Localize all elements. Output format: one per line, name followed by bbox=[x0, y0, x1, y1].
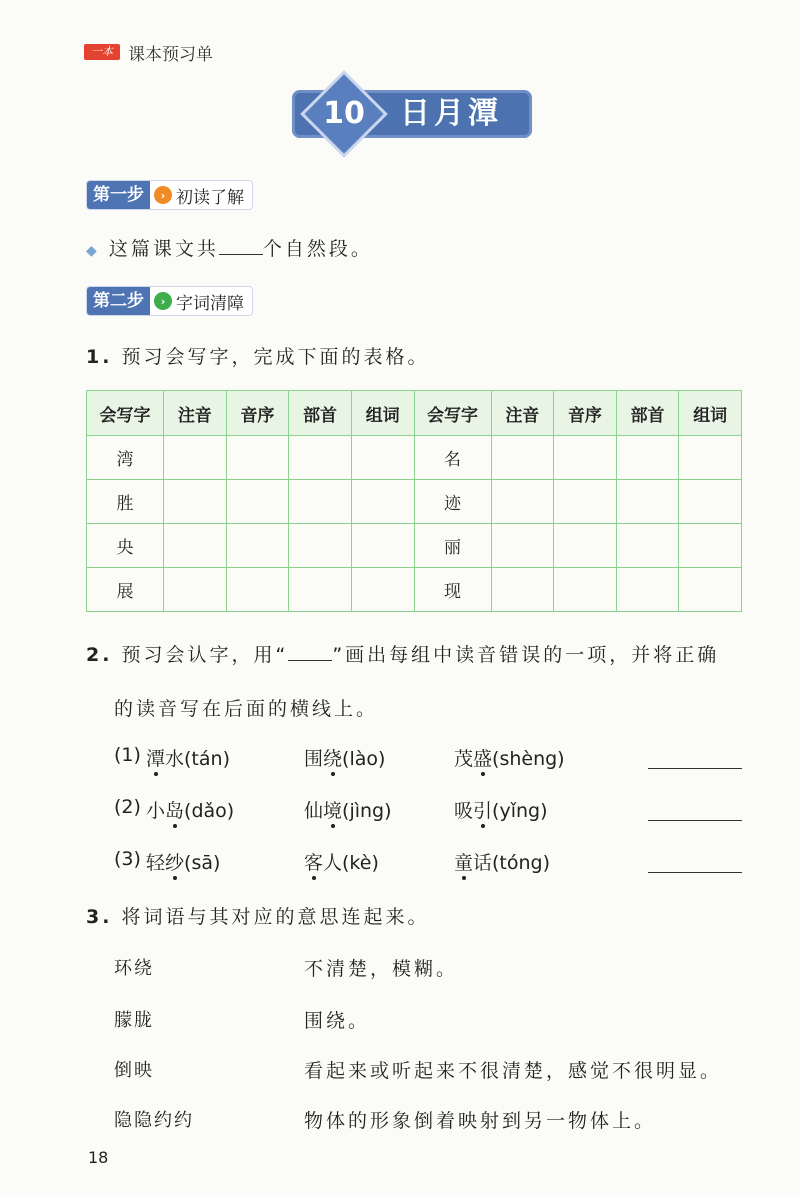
table-header: 音序 bbox=[226, 391, 289, 436]
table-cell-empty[interactable] bbox=[164, 568, 227, 612]
lesson-number: 10 bbox=[323, 96, 365, 131]
table-cell-empty[interactable] bbox=[226, 436, 289, 480]
question-text-after: 个自然段。 bbox=[262, 238, 373, 260]
item-text: 茂 bbox=[454, 748, 474, 770]
step-1-tag bbox=[86, 180, 253, 210]
table-cell-empty[interactable] bbox=[554, 524, 617, 568]
table-cell-empty[interactable] bbox=[289, 524, 352, 568]
table-cell-empty[interactable] bbox=[226, 568, 289, 612]
table-cell-empty[interactable] bbox=[351, 524, 414, 568]
table-cell-char: 现 bbox=[414, 568, 491, 612]
step-1-title: 初读了解 bbox=[176, 187, 244, 208]
group-1-label: (1) bbox=[114, 744, 141, 766]
item-text: (sā) bbox=[184, 852, 221, 874]
step-1-question bbox=[86, 234, 373, 261]
table-cell-empty[interactable] bbox=[289, 480, 352, 524]
brand-badge: 一本 bbox=[84, 44, 120, 60]
dotted-char: 岛 bbox=[165, 800, 185, 822]
table-cell-empty[interactable] bbox=[491, 568, 554, 612]
table-header: 注音 bbox=[164, 391, 227, 436]
table-row bbox=[87, 524, 742, 568]
table-header: 音序 bbox=[554, 391, 617, 436]
table-cell-empty[interactable] bbox=[491, 480, 554, 524]
group-1-item-3 bbox=[454, 744, 565, 771]
table-header: 注音 bbox=[491, 391, 554, 436]
table-cell-char: 胜 bbox=[87, 480, 164, 524]
table-cell-empty[interactable] bbox=[616, 480, 679, 524]
table-cell-empty[interactable] bbox=[616, 524, 679, 568]
table-header: 部首 bbox=[289, 391, 352, 436]
question-1-number: 1. bbox=[86, 346, 113, 368]
table-cell-empty[interactable] bbox=[616, 436, 679, 480]
table-cell-char: 迹 bbox=[414, 480, 491, 524]
table-cell-empty[interactable] bbox=[226, 524, 289, 568]
match-meaning[interactable]: 看起来或听起来不很清楚，感觉不很明显。 bbox=[304, 1060, 723, 1082]
table-cell-empty[interactable] bbox=[351, 436, 414, 480]
table-header: 部首 bbox=[616, 391, 679, 436]
dotted-char: 引 bbox=[473, 800, 493, 822]
table-cell-char: 展 bbox=[87, 568, 164, 612]
table-cell-empty[interactable] bbox=[554, 480, 617, 524]
item-text: (yǐng) bbox=[492, 800, 548, 822]
item-text: 轻 bbox=[146, 852, 166, 874]
table-header: 会写字 bbox=[414, 391, 491, 436]
brand-text: 课本预习单 bbox=[128, 45, 213, 65]
step-2-title: 字词清障 bbox=[176, 293, 244, 314]
group-2-item-1 bbox=[146, 796, 234, 823]
table-row bbox=[87, 480, 742, 524]
item-text: 小 bbox=[146, 800, 166, 822]
answer-line[interactable] bbox=[648, 768, 742, 769]
match-meaning[interactable]: 物体的形象倒着映射到另一物体上。 bbox=[304, 1110, 657, 1132]
table-cell-empty[interactable] bbox=[554, 568, 617, 612]
question-2 bbox=[86, 640, 719, 667]
dotted-char: 纱 bbox=[165, 852, 185, 874]
table-cell-empty[interactable] bbox=[616, 568, 679, 612]
item-text: 人(kè) bbox=[323, 852, 379, 874]
question-3 bbox=[86, 902, 430, 929]
group-2-label: (2) bbox=[114, 796, 141, 818]
question-2-number: 2. bbox=[86, 644, 113, 666]
table-header: 组词 bbox=[351, 391, 414, 436]
dotted-char: 境 bbox=[323, 800, 343, 822]
lesson-title: 日月潭 bbox=[400, 96, 502, 131]
answer-blank[interactable] bbox=[219, 254, 263, 255]
table-cell-empty[interactable] bbox=[679, 524, 742, 568]
question-1-text: 预习会写字，完成下面的表格。 bbox=[121, 346, 430, 368]
item-text: (dǎo) bbox=[184, 800, 235, 822]
page-number: 18 bbox=[88, 1148, 109, 1167]
match-meaning[interactable]: 不清楚，模糊。 bbox=[304, 958, 459, 980]
question-3-number: 3. bbox=[86, 906, 113, 928]
item-text: 水(tán) bbox=[165, 748, 230, 770]
step-1-label: 第一步 bbox=[87, 181, 150, 209]
table-row bbox=[87, 568, 742, 612]
dotted-char: 童 bbox=[454, 852, 474, 874]
group-3-label: (3) bbox=[114, 848, 141, 870]
table-cell-empty[interactable] bbox=[164, 524, 227, 568]
match-meaning[interactable]: 围绕。 bbox=[304, 1010, 371, 1032]
match-word[interactable]: 环绕 bbox=[114, 958, 154, 979]
dotted-char: 绕 bbox=[323, 748, 343, 770]
table-cell-char: 湾 bbox=[87, 436, 164, 480]
chevron-right-icon: › bbox=[154, 186, 172, 204]
answer-line[interactable] bbox=[648, 872, 742, 873]
answer-line[interactable] bbox=[648, 820, 742, 821]
group-2-item-2 bbox=[304, 796, 392, 823]
table-cell-empty[interactable] bbox=[164, 436, 227, 480]
table-cell-empty[interactable] bbox=[679, 480, 742, 524]
table-cell-char: 丽 bbox=[414, 524, 491, 568]
item-text: 围 bbox=[304, 748, 324, 770]
question-text-before: 这篇课文共 bbox=[108, 238, 219, 260]
table-cell-empty[interactable] bbox=[679, 436, 742, 480]
question-1 bbox=[86, 342, 430, 369]
question-2-line2: 的读音写在后面的横线上。 bbox=[114, 698, 379, 720]
item-text: 吸 bbox=[454, 800, 474, 822]
item-text: 话(tóng) bbox=[473, 852, 551, 874]
table-cell-empty[interactable] bbox=[491, 524, 554, 568]
group-1-item-1 bbox=[146, 744, 230, 771]
chevron-right-icon: › bbox=[154, 292, 172, 310]
table-cell-empty[interactable] bbox=[164, 480, 227, 524]
character-table bbox=[86, 390, 742, 612]
item-text: (jìng) bbox=[342, 800, 392, 822]
item-text: (lào) bbox=[342, 748, 386, 770]
table-cell-empty[interactable] bbox=[679, 568, 742, 612]
diamond-bullet-icon: ◆ bbox=[86, 243, 100, 259]
underline-sample bbox=[288, 660, 332, 661]
table-cell-empty[interactable] bbox=[226, 480, 289, 524]
dotted-char: 潭 bbox=[146, 748, 166, 770]
group-3-item-1 bbox=[146, 848, 220, 875]
match-word[interactable]: 朦胧 bbox=[114, 1010, 154, 1031]
table-header-row bbox=[87, 391, 742, 436]
match-word[interactable]: 倒映 bbox=[114, 1060, 154, 1081]
question-2-text-before: 预习会认字，用“ bbox=[121, 644, 289, 666]
table-cell-empty[interactable] bbox=[351, 568, 414, 612]
step-2-label: 第二步 bbox=[87, 287, 150, 315]
table-cell-empty[interactable] bbox=[351, 480, 414, 524]
item-text: 仙 bbox=[304, 800, 324, 822]
table-cell-char: 名 bbox=[414, 436, 491, 480]
group-1-item-2 bbox=[304, 744, 385, 771]
table-cell-empty[interactable] bbox=[289, 436, 352, 480]
step-2-tag bbox=[86, 286, 253, 316]
table-row bbox=[87, 436, 742, 480]
table-cell-empty[interactable] bbox=[289, 568, 352, 612]
group-3-item-2 bbox=[304, 848, 379, 875]
table-cell-char: 央 bbox=[87, 524, 164, 568]
question-2-text-after: ”画出每组中读音错误的一项，并将正确 bbox=[332, 644, 720, 666]
item-text: (shèng) bbox=[492, 748, 565, 770]
table-header: 会写字 bbox=[87, 391, 164, 436]
group-3-item-3 bbox=[454, 848, 550, 875]
question-3-text: 将词语与其对应的意思连起来。 bbox=[121, 906, 430, 928]
group-2-item-3 bbox=[454, 796, 547, 823]
dotted-char: 盛 bbox=[473, 748, 493, 770]
match-word[interactable]: 隐隐约约 bbox=[114, 1110, 194, 1131]
table-header: 组词 bbox=[679, 391, 742, 436]
table-cell-empty[interactable] bbox=[491, 436, 554, 480]
table-cell-empty[interactable] bbox=[554, 436, 617, 480]
dotted-char: 客 bbox=[304, 852, 324, 874]
